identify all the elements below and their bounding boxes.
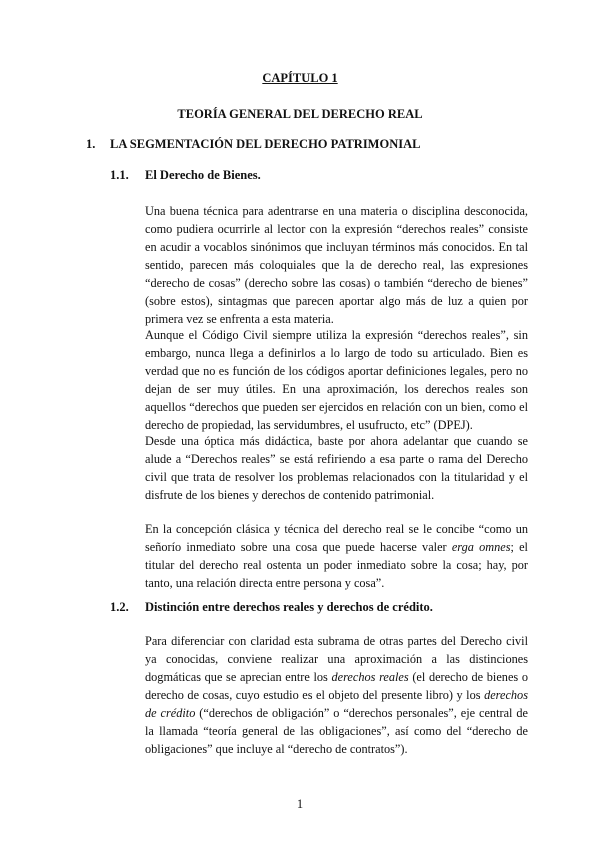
italic-term: derechos reales [331,670,409,684]
page-number: 1 [296,797,304,811]
subsection-number: 1.1. [110,168,129,182]
subsection-title: El Derecho de Bienes. [145,168,261,182]
paragraph-text: (“derechos de obligación” o “derechos personales”, eje central de la llamada “teoría general de las obligaciones”, así como del “derecho de obligaciones” que incluye al “derecho de contratos”). [145,706,528,756]
paragraph-text: ; el titular del derecho real ostenta un poder inmediato sobre la cosa; hay, por tanto, una relación directa entre persona y cosa”. [145,540,528,590]
paragraph-text: Para diferenciar con claridad esta subrama de otras partes del Derecho civil ya conocidas, conviene realizar una aproximación a las distinciones dogmáticas que se aprecian entre los [145,634,528,684]
section-number: 1. [86,137,96,151]
italic-term: derechos de crédito [145,688,528,720]
paragraph [145,520,528,592]
chapter-label: CAPÍTULO 1 [262,71,338,85]
paragraph: Aunque el Código Civil siempre utiliza la expresión “derechos reales”, sin embargo, nunca llega a definirlos a lo largo de todo su articulado. Bien es verdad que no es función de los códigos aportar definiciones legales, pero no dejan de ser muy útiles. En una aproximación, los derechos reales son aquellos “derechos que pueden ser ejercidos en relación con un bien, como el derecho de propiedad, las servidumbres, el usufructo, etc” (DPEJ). [145,328,528,432]
subsection-number: 1.2. [110,600,129,614]
paragraph-text: (el derecho de bienes o derecho de cosas, cuyo estudio es el objeto del presente libro) y los [145,670,528,702]
paragraph-text: En la concepción clásica y técnica del derecho real se le concibe “como un señorío inmediato sobre una cosa que puede hacerse valer [145,522,528,554]
latin-term: erga omnes [451,540,511,554]
subsection-title: Distinción entre derechos reales y derechos de crédito. [145,600,433,614]
paragraph: Una buena técnica para adentrarse en una materia o disciplina desconocida, como pudiera ocurrirle al lector con la expresión “derechos reales” consiste en acudir a vocablos sinónimos que incluyan términos más conocidos. En tal sentido, parecen más coloquiales que la de derecho real, las expresiones “derecho de cosas” (derecho sobre las cosas) o también “derecho de bienes” (sobre estos), sintagmas que parecen aportar algo más de luz a quien por primera vez se enfrenta a esta materia. [145,204,528,326]
section-title: LA SEGMENTACIÓN DEL DERECHO PATRIMONIAL [110,137,421,151]
paragraph: Desde una óptica más didáctica, baste por ahora adelantar que cuando se alude a “Derechos reales” se está refiriendo a esa parte o rama del Derecho civil que trata de resolver los problemas relacionados con la titularidad y el disfrute de los bienes y derechos de contenido patrimonial. [145,434,528,502]
chapter-title: TEORÍA GENERAL DEL DERECHO REAL [177,107,423,121]
paragraph [145,632,528,758]
